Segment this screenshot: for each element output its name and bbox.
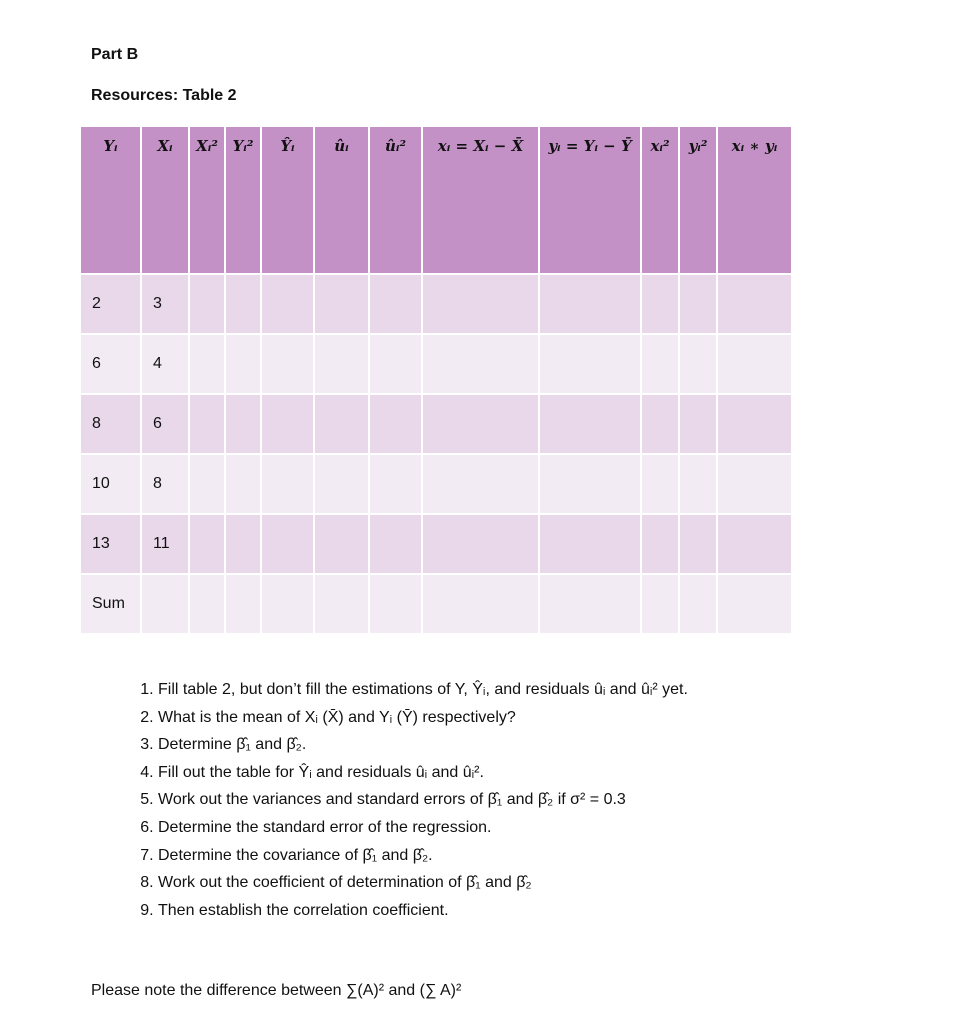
cell [539,394,641,454]
cell [641,514,679,574]
cell [314,334,369,394]
cell [717,274,792,334]
cell [314,574,369,634]
cell [717,574,792,634]
cell [679,394,717,454]
cell [189,574,225,634]
cell [422,394,539,454]
cell [679,514,717,574]
cell [189,334,225,394]
question-list [110,676,878,924]
note-text: Please note the difference between ∑(A)² and (∑ A)² [91,982,462,999]
cell: 11 [141,514,189,574]
cell [717,514,792,574]
cell [679,454,717,514]
cell [641,574,679,634]
table-row [80,514,792,574]
header-X-squared: Xᵢ² [189,126,225,274]
table-row [80,454,792,514]
cell [369,514,422,574]
cell [225,574,261,634]
cell [189,454,225,514]
header-u-hat: ûᵢ [314,126,369,274]
table-2 [79,125,793,635]
cell [422,454,539,514]
cell [717,454,792,514]
cell: 13 [80,514,141,574]
table-row [80,334,792,394]
cell [314,274,369,334]
cell: 10 [80,454,141,514]
question-item: 3. Determine β̂₁ and β̂₂. [158,731,878,759]
cell [539,454,641,514]
cell [314,454,369,514]
table-row-sum [80,574,792,634]
cell [261,394,314,454]
resources-heading: Resources: Table 2 [91,87,237,104]
question-item: 8. Work out the coefficient of determination of β̂₁ and β̂₂ [158,869,878,897]
header-X: Xᵢ [141,126,189,274]
header-y-dev-squared: yᵢ² [679,126,717,274]
question-item: 2. What is the mean of Xᵢ (X̄) and Yᵢ (Ȳ) respectively? [158,704,878,732]
cell [539,574,641,634]
cell [261,454,314,514]
question-item: 1. Fill table 2, but don’t fill the estimations of Y, Ŷᵢ, and residuals ûᵢ and ûᵢ² yet. [158,676,878,704]
table-header-row [80,126,792,274]
cell [141,574,189,634]
header-x-deviation: xᵢ = Xᵢ − X̄ [422,126,539,274]
header-Y-hat: Ŷᵢ [261,126,314,274]
cell [539,334,641,394]
header-Y-squared: Yᵢ² [225,126,261,274]
question-item: 9. Then establish the correlation coefficient. [158,897,878,925]
table-row [80,394,792,454]
header-u-hat-squared: ûᵢ² [369,126,422,274]
cell [314,394,369,454]
cell [717,394,792,454]
header-y-deviation: yᵢ = Yᵢ − Ȳ [539,126,641,274]
cell: 4 [141,334,189,394]
cell [225,274,261,334]
cell [679,574,717,634]
cell: 3 [141,274,189,334]
cell [261,514,314,574]
cell: 6 [80,334,141,394]
cell [539,514,641,574]
question-item: 6. Determine the standard error of the regression. [158,814,878,842]
cell [369,454,422,514]
cell [641,334,679,394]
cell [422,334,539,394]
cell [189,514,225,574]
cell [641,274,679,334]
header-xy-product: xᵢ ∗ yᵢ [717,126,792,274]
header-x-dev-squared: xᵢ² [641,126,679,274]
cell [422,574,539,634]
cell [369,574,422,634]
question-item: 4. Fill out the table for Ŷᵢ and residuals ûᵢ and ûᵢ². [158,759,878,787]
cell: 8 [80,394,141,454]
cell [261,334,314,394]
cell [189,274,225,334]
cell [261,574,314,634]
cell [369,274,422,334]
cell [225,514,261,574]
cell [539,274,641,334]
question-item: 7. Determine the covariance of β̂₁ and β̂₂. [158,842,878,870]
part-heading: Part B [91,46,139,63]
cell [225,394,261,454]
cell: 8 [141,454,189,514]
cell [314,514,369,574]
cell [225,454,261,514]
cell [422,514,539,574]
table-row [80,274,792,334]
cell [679,274,717,334]
cell [422,274,539,334]
cell [369,334,422,394]
header-Y: Yᵢ [80,126,141,274]
cell: 2 [80,274,141,334]
cell [641,454,679,514]
question-item: 5. Work out the variances and standard errors of β̂₁ and β̂₂ if σ² = 0.3 [158,786,878,814]
cell [641,394,679,454]
cell [189,394,225,454]
cell: Sum [80,574,141,634]
cell [717,334,792,394]
cell [261,274,314,334]
cell: 6 [141,394,189,454]
cell [679,334,717,394]
cell [225,334,261,394]
cell [369,394,422,454]
